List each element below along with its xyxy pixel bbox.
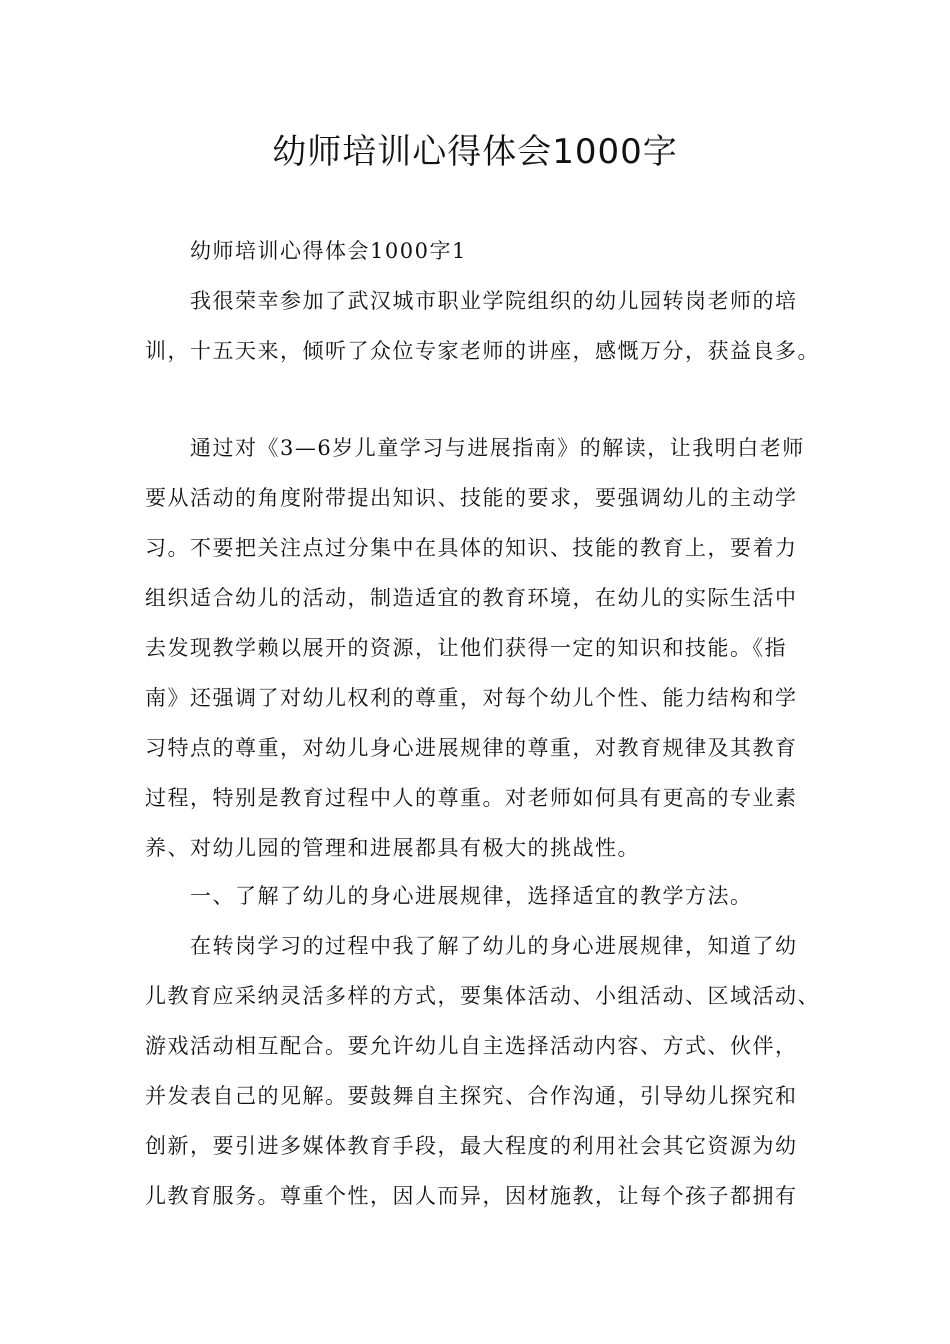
paragraph-line: 要从活动的角度附带提出知识、技能的要求，要强调幼儿的主动学 [145,486,798,510]
paragraph-line: 我很荣幸参加了武汉城市职业学院组织的幼儿园转岗老师的培 [190,289,798,313]
paragraph-line: 组织适合幼儿的活动，制造适宜的教育环境，在幼儿的实际生活中 [145,586,798,610]
paragraph-line: 儿教育服务。尊重个性，因人而异，因材施教，让每个孩子都拥有 [145,1184,798,1208]
paragraph-line: 儿教育应采纳灵活多样的方式，要集体活动、小组活动、区域活动、 [145,984,820,1008]
paragraph-line: 训，十五天来，倾听了众位专家老师的讲座，感慨万分，获益良多。 [145,339,820,363]
paragraph-line: 并发表自己的见解。要鼓舞自主探究、合作沟通，引导幼儿探究和 [145,1084,798,1108]
paragraph-line: 习。不要把关注点过分集中在具体的知识、技能的教育上，要着力 [145,536,798,560]
paragraph-line: 去发现教学赖以展开的资源，让他们获得一定的知识和技能。《指 [145,636,787,660]
paragraph-line: 通过对《3—6岁儿童学习与进展指南》的解读，让我明白老师 [190,436,805,460]
paragraph-line: 游戏活动相互配合。要允许幼儿自主选择活动内容、方式、伙伴， [145,1034,798,1058]
paragraph-line: 南》还强调了对幼儿权利的尊重，对每个幼儿个性、能力结构和学 [145,686,798,710]
document-title: 幼师培训心得体会1000字 [272,132,678,172]
subsection-heading: 一、了解了幼儿的身心进展规律，选择适宜的教学方法。 [190,884,753,908]
paragraph-line: 创新，要引进多媒体教育手段，最大程度的利用社会其它资源为幼 [145,1134,798,1158]
paragraph-line: 过程，特别是教育过程中人的尊重。对老师如何具有更高的专业素 [145,786,798,810]
paragraph-line: 在转岗学习的过程中我了解了幼儿的身心进展规律，知道了幼 [190,934,798,958]
paragraph-line: 养、对幼儿园的管理和进展都具有极大的挑战性。 [145,836,640,860]
paragraph-line: 习特点的尊重，对幼儿身心进展规律的尊重，对教育规律及其教育 [145,736,798,760]
section-heading: 幼师培训心得体会1000字1 [190,239,467,263]
